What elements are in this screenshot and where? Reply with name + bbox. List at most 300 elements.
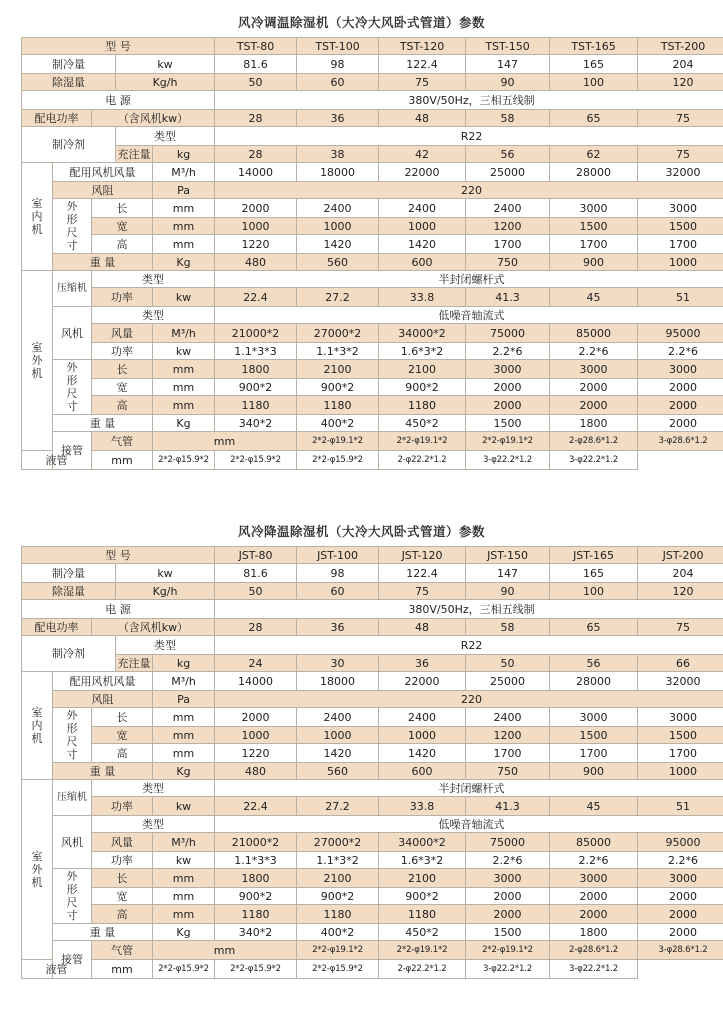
row-label: 制冷量 xyxy=(22,564,116,583)
value-cell: 75 xyxy=(638,619,723,636)
row-label: 高 xyxy=(92,905,153,924)
value-cell: 2.2*6 xyxy=(466,852,550,869)
value-cell: 1180 xyxy=(297,905,379,924)
value-cell: 480 xyxy=(215,254,297,271)
unit-cell: mm xyxy=(153,218,215,235)
value-cell: 1800 xyxy=(215,360,297,379)
value-cell: 28 xyxy=(215,146,297,163)
unit-cell: mm xyxy=(153,396,215,415)
value-cell: 2.2*6 xyxy=(638,343,723,360)
value-cell: 2*2-φ15.9*2 xyxy=(297,451,379,470)
vertical-char: 机 xyxy=(31,223,43,236)
value-cell: 98 xyxy=(297,564,379,583)
model-header: JST-120 xyxy=(379,547,466,564)
value-cell: 36 xyxy=(297,619,379,636)
value-cell: 2.2*6 xyxy=(638,852,723,869)
value-cell: 低噪音轴流式 xyxy=(215,307,723,324)
value-cell: 400*2 xyxy=(297,924,379,941)
value-cell: 2000 xyxy=(466,396,550,415)
value-cell: 56 xyxy=(550,655,638,672)
unit-cell: mm xyxy=(153,869,215,888)
value-cell: 2000 xyxy=(215,199,297,218)
unit-cell: mm xyxy=(153,727,215,744)
value-cell: 3000 xyxy=(466,360,550,379)
value-cell: 2000 xyxy=(466,379,550,396)
value-cell: 36 xyxy=(297,110,379,127)
value-cell: 1700 xyxy=(638,235,723,254)
value-cell: 900*2 xyxy=(297,379,379,396)
value-cell: R22 xyxy=(215,127,723,146)
value-cell: 480 xyxy=(215,763,297,780)
value-cell: 2*2-φ15.9*2 xyxy=(153,960,215,979)
value-cell: 147 xyxy=(466,564,550,583)
row-label xyxy=(53,360,92,415)
row-label: 长 xyxy=(92,199,153,218)
vertical-char: 内 xyxy=(31,210,43,223)
value-cell: 21000*2 xyxy=(215,324,297,343)
model-header: JST-100 xyxy=(297,547,379,564)
unit-cell: kw xyxy=(153,797,215,816)
vertical-char: 外 xyxy=(31,354,43,367)
value-cell: 2000 xyxy=(638,924,723,941)
value-cell: 45 xyxy=(550,797,638,816)
value-cell: 1420 xyxy=(379,235,466,254)
value-cell: 27.2 xyxy=(297,288,379,307)
value-cell: 2-φ22.2*1.2 xyxy=(379,451,466,470)
unit-cell: Pa xyxy=(153,182,215,199)
value-cell: 1700 xyxy=(466,744,550,763)
value-cell: 100 xyxy=(550,74,638,91)
value-cell: 100 xyxy=(550,583,638,600)
value-cell: 1500 xyxy=(466,924,550,941)
value-cell: 22000 xyxy=(379,163,466,182)
value-cell: 2-φ28.6*1.2 xyxy=(550,941,638,960)
value-cell: 2*2-φ19.1*2 xyxy=(379,432,466,451)
value-cell: 58 xyxy=(466,619,550,636)
value-cell: 380V/50Hz，三相五线制 xyxy=(215,91,723,110)
value-cell: 1.6*3*2 xyxy=(379,343,466,360)
unit-cell: kw xyxy=(153,343,215,360)
value-cell: 204 xyxy=(638,55,723,74)
value-cell: 204 xyxy=(638,564,723,583)
value-cell: 2400 xyxy=(466,199,550,218)
value-cell: 2.2*6 xyxy=(466,343,550,360)
value-cell: 600 xyxy=(379,763,466,780)
value-cell: 75 xyxy=(379,583,466,600)
vertical-char: 寸 xyxy=(66,748,78,761)
unit-cell: kw xyxy=(153,852,215,869)
section-label xyxy=(22,780,53,960)
row-label: 类型 xyxy=(116,127,215,146)
value-cell: 3-φ28.6*1.2 xyxy=(638,432,723,451)
value-cell: 1000 xyxy=(638,763,723,780)
value-cell: 560 xyxy=(297,254,379,271)
value-cell: 2000 xyxy=(550,905,638,924)
section-label: 接管 xyxy=(53,432,92,470)
value-cell: 2*2-φ15.9*2 xyxy=(215,451,297,470)
row-label: 功率 xyxy=(92,343,153,360)
value-cell: 900 xyxy=(550,763,638,780)
model-header: TST-150 xyxy=(466,38,550,55)
unit-cell: Kg/h xyxy=(116,583,215,600)
vertical-char: 寸 xyxy=(66,400,78,413)
value-cell: 1180 xyxy=(215,905,297,924)
vertical-char: 外 xyxy=(66,200,78,213)
spec-table-2 xyxy=(21,546,723,979)
value-cell: 75000 xyxy=(466,833,550,852)
value-cell: 低噪音轴流式 xyxy=(215,816,723,833)
value-cell: 1180 xyxy=(379,396,466,415)
value-cell: 45 xyxy=(550,288,638,307)
vertical-char: 内 xyxy=(31,719,43,732)
row-label: 制冷量 xyxy=(22,55,116,74)
row-label: （含风机kw） xyxy=(92,619,215,636)
value-cell: 900*2 xyxy=(215,379,297,396)
value-cell: 3-φ22.2*1.2 xyxy=(550,451,638,470)
value-cell: 56 xyxy=(466,146,550,163)
value-cell: 51 xyxy=(638,288,723,307)
value-cell: 75 xyxy=(638,146,723,163)
value-cell: 450*2 xyxy=(379,924,466,941)
value-cell: 51 xyxy=(638,797,723,816)
vertical-char: 尺 xyxy=(66,896,78,909)
value-cell: 2*2-φ19.1*2 xyxy=(297,432,379,451)
vertical-char: 尺 xyxy=(66,226,78,239)
vertical-char: 机 xyxy=(31,876,43,889)
vertical-char: 外 xyxy=(31,863,43,876)
value-cell: 1500 xyxy=(550,218,638,235)
value-cell: 1000 xyxy=(215,218,297,235)
value-cell: 58 xyxy=(466,110,550,127)
value-cell: 50 xyxy=(466,655,550,672)
value-cell: 1700 xyxy=(466,235,550,254)
value-cell: 1200 xyxy=(466,218,550,235)
unit-cell: mm xyxy=(153,379,215,396)
row-label: 宽 xyxy=(92,727,153,744)
row-label: 液管 xyxy=(22,960,92,979)
row-label: 压缩机 xyxy=(53,271,92,307)
row-label: 风量 xyxy=(92,324,153,343)
row-label xyxy=(53,869,92,924)
value-cell: 120 xyxy=(638,583,723,600)
value-cell: 2100 xyxy=(297,360,379,379)
vertical-char: 形 xyxy=(66,213,78,226)
value-cell: 27000*2 xyxy=(297,324,379,343)
value-cell: 1.1*3*2 xyxy=(297,852,379,869)
value-cell: 1000 xyxy=(638,254,723,271)
section-label xyxy=(22,163,53,271)
value-cell: 340*2 xyxy=(215,924,297,941)
row-label: 类型 xyxy=(92,307,215,324)
value-cell: 1000 xyxy=(215,727,297,744)
model-header: JST-150 xyxy=(466,547,550,564)
value-cell: 220 xyxy=(215,691,723,708)
value-cell: 25000 xyxy=(466,672,550,691)
model-header: TST-120 xyxy=(379,38,466,55)
value-cell: 750 xyxy=(466,254,550,271)
unit-cell: Pa xyxy=(153,691,215,708)
row-label: 类型 xyxy=(92,816,215,833)
value-cell: 60 xyxy=(297,74,379,91)
value-cell: 28 xyxy=(215,619,297,636)
value-cell: 24 xyxy=(215,655,297,672)
value-cell: 3000 xyxy=(466,869,550,888)
value-cell: 27.2 xyxy=(297,797,379,816)
row-label: 风量 xyxy=(92,833,153,852)
unit-cell: mm xyxy=(153,905,215,924)
model-header: TST-200 xyxy=(638,38,723,55)
unit-cell: M³/h xyxy=(153,163,215,182)
value-cell: 600 xyxy=(379,254,466,271)
value-cell: 2*2-φ19.1*2 xyxy=(379,941,466,960)
value-cell: 1000 xyxy=(297,218,379,235)
value-cell: 98 xyxy=(297,55,379,74)
value-cell: 21000*2 xyxy=(215,833,297,852)
row-label: 配电功率 xyxy=(22,110,92,127)
value-cell: 750 xyxy=(466,763,550,780)
unit-cell: mm xyxy=(153,744,215,763)
value-cell: 380V/50Hz，三相五线制 xyxy=(215,600,723,619)
model-header: JST-165 xyxy=(550,547,638,564)
section-label xyxy=(22,672,53,780)
value-cell: 2400 xyxy=(297,199,379,218)
row-label: 液管 xyxy=(22,451,92,470)
row-label: 除湿量 xyxy=(22,583,116,600)
row-label: 配电功率 xyxy=(22,619,92,636)
vertical-char: 寸 xyxy=(66,909,78,922)
table-1-title: 风冷调温除湿机（大冷大风卧式管道）参数 xyxy=(237,15,485,30)
value-cell: 28000 xyxy=(550,163,638,182)
row-label: 类型 xyxy=(92,271,215,288)
unit-cell: kw xyxy=(116,564,215,583)
value-cell: 33.8 xyxy=(379,288,466,307)
value-cell: 48 xyxy=(379,619,466,636)
value-cell: 3000 xyxy=(638,708,723,727)
value-cell: 30 xyxy=(297,655,379,672)
value-cell: 28000 xyxy=(550,672,638,691)
unit-cell: mm xyxy=(153,708,215,727)
value-cell: 14000 xyxy=(215,672,297,691)
vertical-char: 尺 xyxy=(66,387,78,400)
row-label: 除湿量 xyxy=(22,74,116,91)
value-cell: 2000 xyxy=(550,888,638,905)
value-cell: 1420 xyxy=(297,235,379,254)
model-header: JST-80 xyxy=(215,547,297,564)
model-label: 型 号 xyxy=(22,38,215,55)
value-cell: 34000*2 xyxy=(379,324,466,343)
value-cell: 120 xyxy=(638,74,723,91)
model-header: JST-200 xyxy=(638,547,723,564)
value-cell: 1700 xyxy=(550,235,638,254)
value-cell: 450*2 xyxy=(379,415,466,432)
value-cell: 2000 xyxy=(638,905,723,924)
value-cell: 2000 xyxy=(638,888,723,905)
model-header: TST-100 xyxy=(297,38,379,55)
value-cell: 2*2-φ19.1*2 xyxy=(297,941,379,960)
value-cell: 1220 xyxy=(215,235,297,254)
value-cell: 32000 xyxy=(638,163,723,182)
unit-cell: kg xyxy=(153,146,215,163)
row-label: 长 xyxy=(92,869,153,888)
value-cell: 900*2 xyxy=(215,888,297,905)
value-cell: 3-φ28.6*1.2 xyxy=(638,941,723,960)
value-cell: 2.2*6 xyxy=(550,343,638,360)
unit-cell: Kg xyxy=(153,415,215,432)
value-cell: 32000 xyxy=(638,672,723,691)
value-cell: 14000 xyxy=(215,163,297,182)
row-label: 重 量 xyxy=(53,254,153,271)
unit-cell: mm xyxy=(153,235,215,254)
value-cell: 2000 xyxy=(550,396,638,415)
vertical-char: 机 xyxy=(31,367,43,380)
unit-cell: Kg xyxy=(153,254,215,271)
value-cell: 75 xyxy=(379,74,466,91)
value-cell: 85000 xyxy=(550,324,638,343)
vertical-char: 尺 xyxy=(66,735,78,748)
value-cell: 1.1*3*2 xyxy=(297,343,379,360)
row-label: 配用风机风量 xyxy=(53,672,153,691)
unit-cell: mm xyxy=(153,199,215,218)
unit-cell: M³/h xyxy=(153,833,215,852)
row-label: （含风机kw） xyxy=(92,110,215,127)
value-cell: 3-φ22.2*1.2 xyxy=(466,960,550,979)
value-cell: 81.6 xyxy=(215,564,297,583)
value-cell: 1800 xyxy=(215,869,297,888)
unit-cell: Kg xyxy=(153,763,215,780)
value-cell: 75 xyxy=(638,110,723,127)
vertical-char: 外 xyxy=(66,361,78,374)
value-cell: 400*2 xyxy=(297,415,379,432)
value-cell: 22.4 xyxy=(215,797,297,816)
value-cell: 2100 xyxy=(297,869,379,888)
row-label: 类型 xyxy=(116,636,215,655)
row-label: 类型 xyxy=(92,780,215,797)
unit-cell: kg xyxy=(153,655,215,672)
value-cell: 60 xyxy=(297,583,379,600)
value-cell: 75000 xyxy=(466,324,550,343)
row-label: 充注量 xyxy=(117,656,151,670)
value-cell: 2000 xyxy=(215,708,297,727)
row-label: 电 源 xyxy=(22,91,215,110)
value-cell: 1180 xyxy=(379,905,466,924)
value-cell: 半封闭螺杆式 xyxy=(215,271,723,288)
value-cell: 1500 xyxy=(466,415,550,432)
vertical-char: 外 xyxy=(66,870,78,883)
row-label: 充注量 xyxy=(117,147,151,161)
row-label: 制冷剂 xyxy=(22,127,116,163)
model-header: TST-165 xyxy=(550,38,638,55)
value-cell: 2*2-φ15.9*2 xyxy=(153,451,215,470)
spec-table-1 xyxy=(21,37,723,470)
value-cell: 95000 xyxy=(638,324,723,343)
value-cell: 2*2-φ15.9*2 xyxy=(215,960,297,979)
value-cell: 3000 xyxy=(550,708,638,727)
value-cell: 3-φ22.2*1.2 xyxy=(466,451,550,470)
value-cell: 34000*2 xyxy=(379,833,466,852)
row-label: 高 xyxy=(92,744,153,763)
value-cell: 1180 xyxy=(215,396,297,415)
value-cell: 50 xyxy=(215,74,297,91)
vertical-char: 形 xyxy=(66,722,78,735)
value-cell: 147 xyxy=(466,55,550,74)
vertical-char: 形 xyxy=(66,883,78,896)
value-cell: 1700 xyxy=(550,744,638,763)
value-cell: 2400 xyxy=(379,199,466,218)
value-cell: 1500 xyxy=(638,727,723,744)
value-cell: 2100 xyxy=(379,869,466,888)
value-cell: 90 xyxy=(466,74,550,91)
value-cell: 1420 xyxy=(379,744,466,763)
value-cell: 2000 xyxy=(466,905,550,924)
row-label: 宽 xyxy=(92,218,153,235)
row-label: 风阻 xyxy=(53,182,153,199)
unit-cell: mm xyxy=(153,888,215,905)
value-cell: 1200 xyxy=(466,727,550,744)
value-cell: 1420 xyxy=(297,744,379,763)
value-cell: 1500 xyxy=(638,218,723,235)
value-cell: 122.4 xyxy=(379,55,466,74)
value-cell: 22000 xyxy=(379,672,466,691)
row-label: 重 量 xyxy=(53,415,153,432)
section-label: 接管 xyxy=(53,941,92,979)
unit-cell: kw xyxy=(116,55,215,74)
row-label: 功率 xyxy=(92,797,153,816)
model-label: 型 号 xyxy=(22,547,215,564)
row-label: 长 xyxy=(92,360,153,379)
value-cell: 1.6*3*2 xyxy=(379,852,466,869)
value-cell: 81.6 xyxy=(215,55,297,74)
row-label: 重 量 xyxy=(53,924,153,941)
table-2-title: 风冷降温除湿机（大冷大风卧式管道）参数 xyxy=(237,524,485,539)
value-cell: 42 xyxy=(379,146,466,163)
unit-cell: Kg xyxy=(153,924,215,941)
value-cell: 38 xyxy=(297,146,379,163)
value-cell: 3000 xyxy=(638,869,723,888)
value-cell: 90 xyxy=(466,583,550,600)
unit-cell: kw xyxy=(153,288,215,307)
value-cell: 85000 xyxy=(550,833,638,852)
value-cell: 1700 xyxy=(638,744,723,763)
value-cell: 66 xyxy=(638,655,723,672)
value-cell: 36 xyxy=(379,655,466,672)
value-cell: 1180 xyxy=(297,396,379,415)
vertical-char: 机 xyxy=(31,732,43,745)
row-label: 风阻 xyxy=(53,691,153,708)
value-cell: 3000 xyxy=(550,869,638,888)
row-label xyxy=(53,199,92,254)
value-cell: 1220 xyxy=(215,744,297,763)
value-cell: 41.3 xyxy=(466,797,550,816)
value-cell: 2-φ22.2*1.2 xyxy=(379,960,466,979)
value-cell: 3000 xyxy=(550,360,638,379)
value-cell: 95000 xyxy=(638,833,723,852)
value-cell: 340*2 xyxy=(215,415,297,432)
value-cell: 560 xyxy=(297,763,379,780)
value-cell: 3-φ22.2*1.2 xyxy=(550,960,638,979)
value-cell: 2400 xyxy=(297,708,379,727)
row-label: 风机 xyxy=(53,816,92,869)
unit-cell: mm xyxy=(92,960,153,979)
value-cell: 27000*2 xyxy=(297,833,379,852)
value-cell: 2.2*6 xyxy=(550,852,638,869)
row-label: 重 量 xyxy=(53,763,153,780)
vertical-char: 形 xyxy=(66,374,78,387)
value-cell: 1800 xyxy=(550,415,638,432)
value-cell: 50 xyxy=(215,583,297,600)
row-label: 宽 xyxy=(92,888,153,905)
row-label: 长 xyxy=(92,708,153,727)
value-cell: 48 xyxy=(379,110,466,127)
